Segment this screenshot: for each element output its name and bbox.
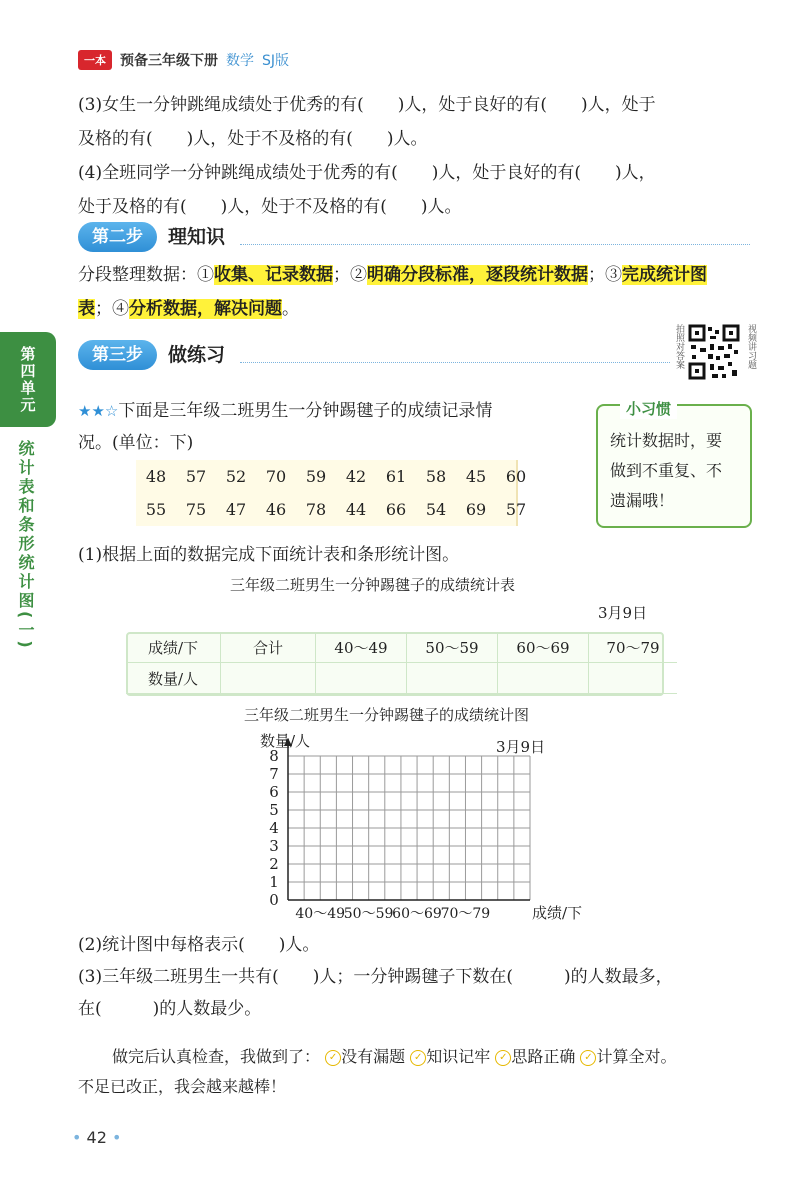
raw-data-row-1 [136, 460, 536, 493]
stat-row-label: 数量/人 [126, 663, 221, 694]
self-check-line-1 [112, 1042, 676, 1072]
stat-answer-cell[interactable] [498, 663, 589, 694]
data-cell: 54 [425, 500, 447, 519]
y-tick-label: 2 [269, 855, 279, 873]
data-cell: 47 [225, 500, 247, 519]
data-cell: 66 [385, 500, 407, 519]
qr-right-text: 视频讲习题 [746, 324, 756, 369]
data-cell: 69 [465, 500, 487, 519]
edition-label: SJ版 [262, 53, 290, 69]
difficulty-stars: ★★☆ [78, 402, 119, 420]
table-date: 3月9日 [598, 604, 648, 622]
raw-data-table [136, 460, 536, 526]
y-tick-label: 7 [269, 765, 279, 783]
x-tick-label: 50～59 [343, 906, 394, 922]
stat-answer-cell[interactable] [316, 663, 407, 694]
step2-text: 分段整理数据：① [78, 265, 214, 285]
stat-col-header: 60～69 [498, 632, 589, 663]
x-tick-label: 60～69 [392, 906, 442, 922]
step3-divider [240, 362, 670, 363]
check-circle-icon[interactable]: ✓ [580, 1050, 596, 1066]
step2-highlight: 完成统计图 [622, 265, 707, 285]
dot-icon: • [111, 1128, 122, 1147]
self-check-line-2: 不足已改正，我会越来越棒！ [78, 1077, 287, 1096]
exercise-text: 下面是三年级二班男生一分钟踢毽子的成绩记录情 [118, 401, 493, 421]
check-item: 没有漏题 [341, 1047, 406, 1066]
step2-text: ；② [333, 265, 367, 285]
brand-logo: 一本 [78, 50, 112, 70]
step3-badge: 第三步 [78, 340, 157, 370]
q3-line-2: 及格的有( )人，处于不及格的有( )人。 [78, 129, 428, 149]
self-check-lead: 做完后认真检查，我做到了： [112, 1047, 321, 1066]
table-title: 三年级二班男生一分钟踢毽子的成绩统计表 [230, 576, 516, 594]
check-item: 计算全对。 [596, 1047, 677, 1066]
stat-answer-cell[interactable] [221, 663, 316, 694]
stat-table [126, 632, 677, 694]
data-cell: 75 [185, 500, 207, 519]
book-title: 预备三年级下册 [120, 53, 218, 69]
data-cell: 57 [185, 467, 207, 486]
q3-line-1: (3)女生一分钟跳绳成绩处于优秀的有( )人，处于良好的有( )人，处于 [78, 95, 656, 115]
data-cell: 60 [505, 467, 527, 486]
step2-highlight: 收集、记录数据 [214, 265, 333, 285]
y-tick-label: 8 [269, 747, 279, 765]
stat-answer-cell[interactable] [407, 663, 498, 694]
step2-text: 。 [282, 299, 299, 319]
step2-title: 理知识 [168, 226, 226, 248]
bar-chart [240, 728, 620, 924]
step2-text: ；③ [588, 265, 622, 285]
qr-code-icon[interactable] [688, 324, 740, 380]
q2-text: (2)统计图中每格表示( )人。 [78, 935, 320, 955]
y-tick-label: 1 [269, 873, 279, 891]
tip-line-3: 遗漏哦！ [610, 491, 675, 510]
x-axis-label: 成绩/下 [532, 904, 583, 922]
step2-divider [240, 244, 750, 245]
data-cell: 61 [385, 467, 407, 486]
stat-col-header: 40～49 [316, 632, 407, 663]
data-cell: 70 [265, 467, 287, 486]
data-cell: 52 [225, 467, 247, 486]
sidebar-unit-tab: 第四单元 [0, 332, 56, 427]
tip-title: 小习惯 [620, 398, 677, 419]
q3b-line-1: (3)三年级二班男生一共有( )人；一分钟踢毽子下数在( )的人数最多， [78, 967, 673, 987]
stat-answer-cell[interactable] [589, 663, 678, 694]
data-cell: 78 [305, 500, 327, 519]
chart-title: 三年级二班男生一分钟踢毽子的成绩统计图 [244, 706, 530, 724]
stat-col-header: 70～79 [589, 632, 678, 663]
data-cell: 59 [305, 467, 327, 486]
x-tick-label: 70～79 [440, 906, 491, 922]
stat-table-header-row [126, 632, 677, 663]
check-item: 知识记牢 [426, 1047, 491, 1066]
data-cell: 58 [425, 467, 447, 486]
q1-text: (1)根据上面的数据完成下面统计表和条形统计图。 [78, 545, 460, 565]
page-number [72, 1128, 121, 1147]
stat-table-value-row [126, 663, 677, 694]
check-item: 思路正确 [511, 1047, 576, 1066]
subject-label: 数学 [226, 53, 254, 69]
x-tick-label: 40～49 [295, 906, 346, 922]
exercise-line-1 [78, 394, 492, 428]
data-cell: 48 [145, 467, 167, 486]
y-tick-label: 0 [269, 891, 279, 909]
check-circle-icon[interactable]: ✓ [495, 1050, 511, 1066]
y-axis-label: 数量/人 [260, 732, 311, 750]
y-tick-label: 4 [269, 819, 279, 837]
stat-header-cell: 成绩/下 [126, 632, 221, 663]
q3b-line-2: 在( )的人数最少。 [78, 999, 262, 1019]
y-tick-label: 6 [269, 783, 279, 801]
data-cell: 57 [505, 500, 527, 519]
chart-date: 3月9日 [496, 738, 546, 756]
step2-badge: 第二步 [78, 222, 157, 252]
y-tick-label: 3 [269, 837, 279, 855]
step2-highlight: 分析数据，解决问题 [129, 299, 282, 319]
data-cell: 46 [265, 500, 287, 519]
check-circle-icon[interactable]: ✓ [410, 1050, 426, 1066]
data-cell: 44 [345, 500, 367, 519]
dot-icon: • [72, 1128, 82, 1147]
step2-highlight: 明确分段标准，逐段统计数据 [367, 265, 588, 285]
check-circle-icon[interactable]: ✓ [325, 1050, 341, 1066]
qr-left-text: 拍照对答案 [674, 324, 684, 369]
page-header [78, 48, 289, 72]
tip-line-1: 统计数据时，要 [610, 431, 723, 450]
q4-line-2: 处于及格的有( )人，处于不及格的有( )人。 [78, 197, 462, 217]
step2-text: ；④ [95, 299, 129, 319]
data-cell: 42 [345, 467, 367, 486]
step3-title: 做练习 [168, 344, 226, 366]
q4-line-1: (4)全班同学一分钟跳绳成绩处于优秀的有( )人，处于良好的有( )人， [78, 163, 656, 183]
data-cell: 45 [465, 467, 487, 486]
page-number-text: 42 [86, 1128, 107, 1147]
y-tick-label: 5 [269, 801, 279, 819]
exercise-line-2: 况。(单位：下) [78, 433, 194, 453]
stat-col-header: 合计 [221, 632, 316, 663]
step2-highlight: 表 [78, 299, 95, 319]
tip-line-2: 做到不重复、不 [610, 461, 723, 480]
stat-col-header: 50～59 [407, 632, 498, 663]
data-cell: 55 [145, 500, 167, 519]
raw-data-row-2 [136, 493, 536, 526]
sidebar-chapter: 统计表和条形统计图(一) [16, 440, 35, 651]
step2-line-1 [78, 258, 707, 292]
step2-line-2 [78, 292, 299, 326]
